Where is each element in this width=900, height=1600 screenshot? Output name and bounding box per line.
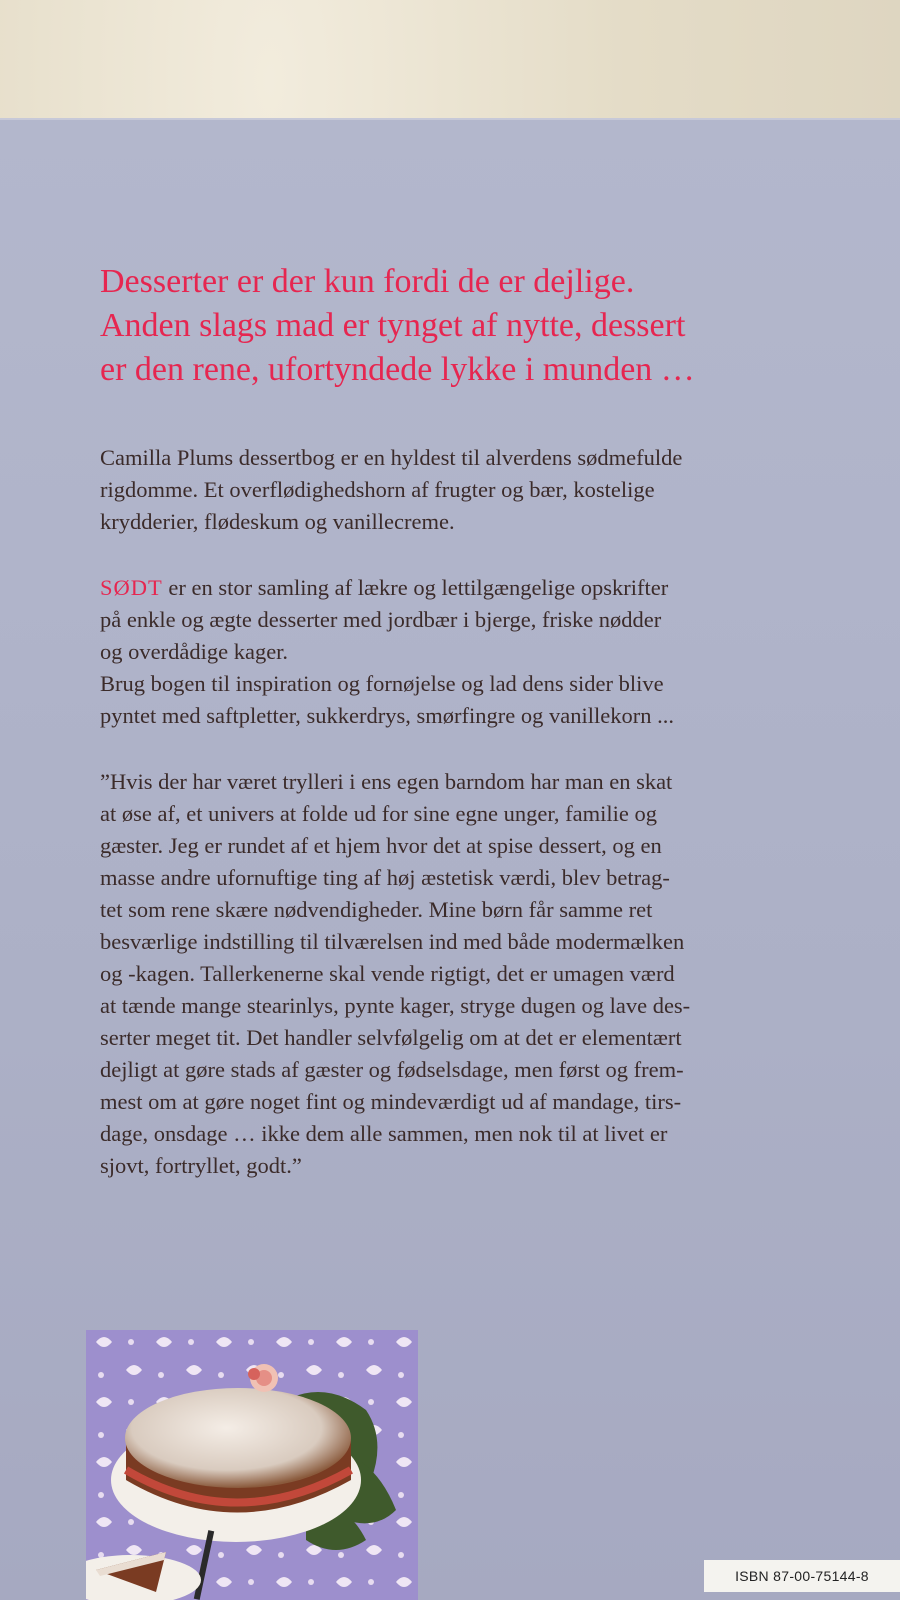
cake-photo bbox=[86, 1330, 418, 1600]
quote-line: at tænde mange stearinlys, pynte kager, stryge dugen og lave des- bbox=[100, 993, 691, 1018]
sodt-paragraph bbox=[100, 572, 880, 668]
brug-paragraph bbox=[100, 668, 880, 732]
tagline-line: er den rene, ufortyndede lykke i munden … bbox=[100, 351, 695, 388]
quote-paragraph bbox=[100, 766, 880, 1182]
isbn-label: ISBN 87-00-75144-8 bbox=[704, 1560, 900, 1592]
quote-line: besværlige indstilling til tilværelsen ind med både modermælken bbox=[100, 929, 685, 954]
intro-line: rigdomme. Et overflødighedshorn af frugter og bær, kostelige bbox=[100, 477, 655, 502]
sodt-line: og overdådige kager. bbox=[100, 639, 289, 664]
sodt-line: på enkle og ægte desserter med jordbær i bjerge, friske nødder bbox=[100, 607, 662, 632]
quote-line: gæster. Jeg er rundet af et hjem hvor det at spise dessert, og en bbox=[100, 833, 662, 858]
intro-paragraph bbox=[100, 442, 880, 538]
quote-line: serter meget tit. Det handler selvfølgelig om at det er elementært bbox=[100, 1025, 682, 1050]
cake-illustration bbox=[86, 1330, 418, 1600]
quote-line: tet som rene skære nødvendigheder. Mine børn får samme ret bbox=[100, 897, 653, 922]
quote-line: at øse af, et univers at folde ud for sine egne unger, familie og bbox=[100, 801, 658, 826]
sodt-line bbox=[100, 572, 880, 604]
tagline bbox=[100, 260, 880, 392]
sodt-highlight: SØDT bbox=[100, 575, 163, 600]
tagline-line: Anden slags mad er tynget af nytte, dessert bbox=[100, 307, 686, 344]
quote-line: masse andre ufornuftige ting af høj æstetisk værdi, blev betrag- bbox=[100, 865, 670, 890]
quote-line: dage, onsdage … ikke dem alle sammen, men nok til at livet er bbox=[100, 1121, 668, 1146]
brug-line: Brug bogen til inspiration og fornøjelse og lad dens sider blive bbox=[100, 671, 664, 696]
quote-line: sjovt, fortryllet, godt.” bbox=[100, 1153, 302, 1178]
intro-line: krydderier, flødeskum og vanillecreme. bbox=[100, 509, 455, 534]
cake-top bbox=[125, 1388, 351, 1488]
quote-line: ”Hvis der har været trylleri i ens egen barndom har man en skat bbox=[100, 769, 673, 794]
intro-line: Camilla Plums dessertbog er en hyldest til alverdens sødmefulde bbox=[100, 445, 683, 470]
quote-line: dejligt at gøre stads af gæster og fødselsdage, men først og frem- bbox=[100, 1057, 684, 1082]
tagline-line: Desserter er der kun fordi de er dejlige. bbox=[100, 263, 635, 300]
sodt-line-rest: er en stor samling af lækre og lettilgængelige opskrifter bbox=[162, 575, 669, 600]
quote-line: og -kagen. Tallerkenerne skal vende rigtigt, det er umagen værd bbox=[100, 961, 675, 986]
quote-line: mest om at gøre noget fint og mindeværdigt ud af mandage, tirs- bbox=[100, 1089, 682, 1114]
cover-text bbox=[100, 260, 880, 1216]
brug-line: pyntet med saftpletter, sukkerdrys, smørfingre og vanillekorn ... bbox=[100, 703, 674, 728]
